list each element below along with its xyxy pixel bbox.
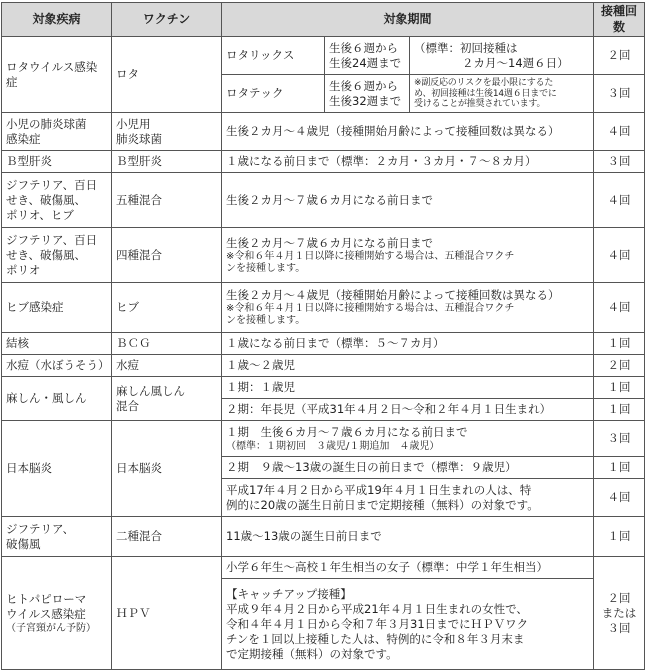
disease-line: ジフテリア、百日 — [6, 232, 98, 247]
disease-line: 破傷風 — [6, 536, 41, 551]
period-line: （標準：１期初回 ３歳児/１期追加 ４歳児） — [226, 440, 440, 452]
period-note: ンを接種します。 — [226, 262, 306, 274]
rotarix-period-line: 生後24週まで — [329, 55, 402, 70]
table-row — [2, 517, 645, 557]
disease-line: 小児の肺炎球菌 — [6, 116, 87, 131]
disease-cell — [2, 173, 112, 228]
disease-line: ヒトパピローマ — [6, 591, 87, 606]
period-cell: 生後２カ月～７歳６カ月になる前日まで — [222, 173, 594, 228]
period-line: 生後２カ月～７歳６カ月になる前日まで — [226, 235, 433, 250]
period-cell — [222, 479, 594, 517]
disease-line: せき、破傷風、 — [6, 247, 87, 262]
rota-note-line: 受けることが推奨されています。 — [414, 98, 546, 109]
rotarix-period — [325, 37, 410, 75]
catchup-title: 【キャッチアップ接種】 — [226, 586, 352, 601]
vaccine-cell — [112, 113, 222, 151]
period-cell: １期：１歳児 — [222, 377, 594, 399]
vaccine-cell: 日本脳炎 — [112, 421, 222, 517]
disease-line: （子宮頸がん予防） — [6, 622, 96, 634]
table-row — [2, 37, 645, 75]
count-cell — [594, 557, 645, 670]
rotarix-name: ロタリックス — [222, 37, 325, 75]
table-row — [2, 113, 645, 151]
count-cell: １回 — [594, 517, 645, 557]
disease-cell — [2, 113, 112, 151]
rota-standard — [410, 37, 594, 75]
table-row — [2, 283, 645, 333]
period-line: １期 生後６カ月～７歳６カ月になる前日まで — [226, 424, 468, 439]
count-cell: ２回 — [594, 355, 645, 377]
vaccine-cell: ヒブ — [112, 283, 222, 333]
disease-cell: Ｂ型肝炎 — [2, 151, 112, 173]
vaccine-cell: 四種混合 — [112, 228, 222, 283]
disease-line: ウイルス感染症 — [6, 606, 86, 621]
disease-line: ポリオ、ヒブ — [6, 207, 74, 222]
period-cell — [222, 283, 594, 333]
disease-line: せき、破傷風、 — [6, 192, 87, 207]
rota-standard-line: （標準：初回接種は — [414, 40, 518, 55]
period-cell: １歳になる前日まで（標準：２カ月・３カ月・７～８カ月） — [222, 151, 594, 173]
rotateq-period-line: 生後32週まで — [329, 93, 402, 108]
rota-standard-line: ２カ月～14週６日） — [462, 55, 569, 70]
vaccine-cell: 二種混合 — [112, 517, 222, 557]
disease-cell: ロタウイルス感染症 — [2, 37, 112, 113]
table-row — [2, 151, 645, 173]
period-cell: 生後２カ月～４歳児（接種開始月齢によって接種回数は異なる） — [222, 113, 594, 151]
disease-cell: 日本脳炎 — [2, 421, 112, 517]
rotateq-period-line: 生後６週から — [329, 78, 398, 93]
table-row — [2, 333, 645, 355]
period-cell — [222, 579, 594, 670]
count-cell: ４回 — [594, 479, 645, 517]
count-cell: ４回 — [594, 228, 645, 283]
table-row — [2, 557, 645, 579]
table-row — [2, 173, 645, 228]
header-count: 接種回数 — [594, 3, 645, 37]
period-cell: ２期 ９歳～13歳の誕生日の前日まで（標準：９歳児） — [222, 457, 594, 479]
count-line: ２回 — [607, 590, 631, 605]
period-line: で定期接種（無料）の対象です。 — [226, 646, 398, 661]
disease-cell — [2, 228, 112, 283]
count-cell: ３回 — [594, 151, 645, 173]
period-line: 生後２カ月～４歳児（接種開始月齢によって接種回数は異なる） — [226, 288, 560, 303]
period-cell: ２期：年長児（平成31年４月２日～令和２年４月１日生まれ） — [222, 399, 594, 421]
disease-line: ジフテリア、 — [6, 521, 75, 536]
count-cell: １回 — [594, 399, 645, 421]
period-cell — [222, 421, 594, 457]
header-period: 対象期間 — [222, 3, 594, 37]
period-cell — [222, 228, 594, 283]
header-vaccine: ワクチン — [112, 3, 222, 37]
count-cell: ３回 — [594, 421, 645, 457]
count-cell: ３回 — [594, 75, 645, 113]
vaccine-line: 混合 — [116, 398, 139, 413]
disease-line: ジフテリア、百日 — [6, 177, 98, 192]
period-line: 令和４年４月１日から令和７年３月31日までにＨＰＶワク — [226, 616, 529, 631]
table-row — [2, 228, 645, 283]
period-note: ンを接種します。 — [226, 315, 306, 327]
period-cell: １歳～２歳児 — [222, 355, 594, 377]
count-cell: ４回 — [594, 283, 645, 333]
count-line: または — [601, 605, 637, 620]
period-note: ※令和６年４月１日以降に接種開始する場合は、五種混合ワクチ — [226, 250, 515, 262]
table-row — [2, 421, 645, 457]
period-cell: 11歳～13歳の誕生日前日まで — [222, 517, 594, 557]
period-cell: 小学６年生～高校１年生相当の女子（標準：中学１年生相当） — [222, 557, 594, 579]
table-row — [2, 355, 645, 377]
vaccine-line: 肺炎球菌 — [116, 131, 162, 146]
rotarix-period-line: 生後６週から — [329, 40, 398, 55]
count-cell: ４回 — [594, 173, 645, 228]
vaccine-cell: ＢＣＧ — [112, 333, 222, 355]
vaccine-cell: ロタ — [112, 37, 222, 113]
rota-note-line: め、初回接種は生後14週６日までに — [414, 88, 557, 99]
disease-cell: 水痘（水ぼうそう） — [2, 355, 112, 377]
disease-cell — [2, 517, 112, 557]
table-row — [2, 377, 645, 399]
count-cell: １回 — [594, 333, 645, 355]
disease-cell: 麻しん・風しん — [2, 377, 112, 421]
period-line: 平成17年４月２日から平成19年４月１日生まれの人は、特 — [226, 482, 532, 497]
vaccine-cell: ＨＰＶ — [112, 557, 222, 670]
disease-cell: 結核 — [2, 333, 112, 355]
vaccine-cell: Ｂ型肝炎 — [112, 151, 222, 173]
disease-line: ポリオ — [6, 262, 41, 277]
disease-line: 感染症 — [6, 131, 41, 146]
period-line: 平成９年４月２日から平成21年４月１日生まれの女性で、 — [226, 601, 528, 616]
rota-note — [410, 75, 594, 113]
vaccine-cell: 水痘 — [112, 355, 222, 377]
vaccination-schedule-table — [1, 2, 645, 670]
rota-note-line: ※副反応のリスクを最小限にするた — [414, 78, 554, 89]
vaccine-cell — [112, 377, 222, 421]
header-disease: 対象疾病 — [2, 3, 112, 37]
period-cell: １歳になる前日まで（標準：５～７カ月） — [222, 333, 594, 355]
vaccine-line: 麻しん風しん — [116, 383, 185, 398]
disease-cell: ヒブ感染症 — [2, 283, 112, 333]
rotateq-name: ロタテック — [222, 75, 325, 113]
period-line: 例的に20歳の誕生日前日まで定期接種（無料）の対象です。 — [226, 497, 539, 512]
rotateq-period — [325, 75, 410, 113]
vaccine-line: 小児用 — [116, 116, 151, 131]
count-cell: ２回 — [594, 37, 645, 75]
count-line: ３回 — [607, 620, 631, 635]
vaccine-cell: 五種混合 — [112, 173, 222, 228]
period-line: チンを１回以上接種した人は、特例的に令和８年３月末ま — [226, 631, 525, 646]
count-cell: １回 — [594, 457, 645, 479]
count-cell: ４回 — [594, 113, 645, 151]
period-note: ※令和６年４月１日以降に接種開始する場合は、五種混合ワクチ — [226, 303, 515, 315]
count-cell: １回 — [594, 377, 645, 399]
disease-cell — [2, 557, 112, 670]
header-row — [2, 3, 645, 37]
